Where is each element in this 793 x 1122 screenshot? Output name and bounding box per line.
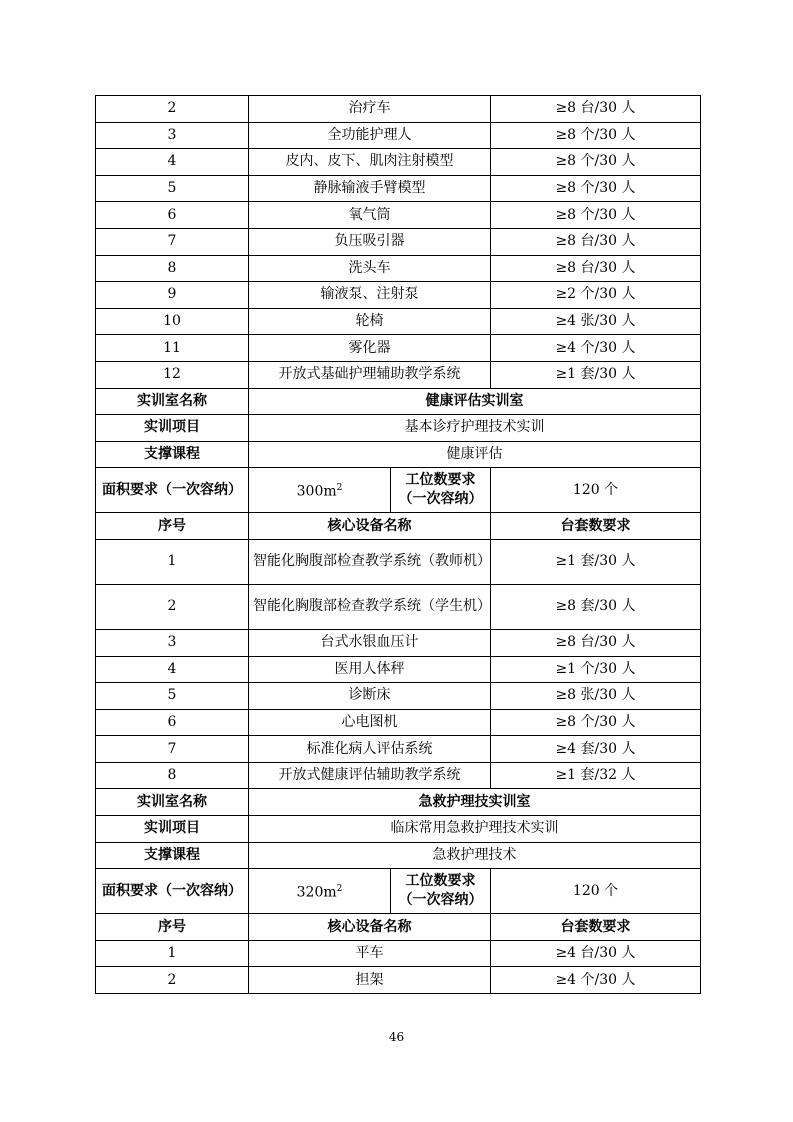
device-name-cell: 负压吸引器 [249,228,491,255]
seq-header: 序号 [96,914,249,941]
equipment-table [95,95,701,994]
area-row [96,869,701,914]
device-header-row [96,914,701,941]
quantity-cell: ≥2 个/30 人 [491,282,701,309]
device-name-cell: 雾化器 [249,335,491,362]
table-row [96,361,701,388]
device-name-cell: 氧气筒 [249,202,491,229]
device-header-row [96,513,701,540]
device-name-cell: 心电图机 [249,709,491,736]
area-label: 面积要求（一次容纳） [96,468,249,513]
quantity-cell: ≥1 套/30 人 [491,539,701,584]
quantity-cell: ≥8 台/30 人 [491,228,701,255]
room-name-row [96,388,701,415]
area-unit-superscript: 2 [336,482,343,493]
table-row [96,967,701,994]
seq-cell: 6 [96,709,249,736]
seq-cell: 1 [96,940,249,967]
area-label: 面积要求（一次容纳） [96,869,249,914]
area-value [249,468,391,513]
page-number: 46 [388,1030,405,1044]
quantity-cell: ≥8 个/30 人 [491,202,701,229]
project-row [96,816,701,843]
area-value-text: 320m [296,884,337,901]
table-row [96,762,701,789]
course-row [96,842,701,869]
quantity-cell: ≥8 个/30 人 [491,709,701,736]
quantity-header: 台套数要求 [491,513,701,540]
area-unit-superscript: 2 [336,883,343,894]
seq-cell: 7 [96,228,249,255]
quantity-cell: ≥8 个/30 人 [491,149,701,176]
quantity-cell: ≥4 套/30 人 [491,736,701,763]
seq-cell: 4 [96,149,249,176]
seq-cell: 5 [96,175,249,202]
table-row [96,335,701,362]
quantity-cell: ≥8 台/30 人 [491,96,701,123]
table-row [96,282,701,309]
table-row [96,149,701,176]
area-value-text: 300m [296,483,337,500]
project-value: 临床常用急救护理技术实训 [249,816,701,843]
device-name-cell: 轮椅 [249,308,491,335]
project-label: 实训项目 [96,415,249,442]
device-name-cell: 静脉输液手臂模型 [249,175,491,202]
table-row [96,709,701,736]
quantity-cell: ≥1 套/30 人 [491,361,701,388]
quantity-cell: ≥1 个/30 人 [491,656,701,683]
seq-cell: 12 [96,361,249,388]
course-value: 健康评估 [249,441,701,468]
project-row [96,415,701,442]
seq-cell: 2 [96,584,249,629]
device-header: 核心设备名称 [249,914,491,941]
table-row [96,736,701,763]
device-name-cell: 输液泵、注射泵 [249,282,491,309]
device-name-cell: 全功能护理人 [249,122,491,149]
quantity-cell: ≥4 张/30 人 [491,308,701,335]
project-label: 实训项目 [96,816,249,843]
room-name-label: 实训室名称 [96,789,249,816]
seq-header: 序号 [96,513,249,540]
quantity-cell: ≥8 个/30 人 [491,122,701,149]
quantity-cell: ≥1 套/32 人 [491,762,701,789]
device-name-cell: 诊断床 [249,683,491,710]
table-row [96,940,701,967]
quantity-cell: ≥4 个/30 人 [491,967,701,994]
table-row [96,122,701,149]
device-name-cell: 担架 [249,967,491,994]
table-row [96,228,701,255]
quantity-header: 台套数要求 [491,914,701,941]
seq-cell: 2 [96,96,249,123]
room-name-label: 实训室名称 [96,388,249,415]
device-name-cell: 洗头车 [249,255,491,282]
seq-cell: 3 [96,122,249,149]
room-name-row [96,789,701,816]
quantity-cell: ≥8 台/30 人 [491,629,701,656]
quantity-cell: ≥4 个/30 人 [491,335,701,362]
table-row [96,683,701,710]
device-name-cell: 平车 [249,940,491,967]
table-row [96,629,701,656]
device-name-cell: 治疗车 [249,96,491,123]
area-value [249,869,391,914]
stations-value: 120 个 [491,468,701,513]
seq-cell: 11 [96,335,249,362]
stations-value: 120 个 [491,869,701,914]
seq-cell: 10 [96,308,249,335]
device-name-cell: 智能化胸腹部检查教学系统（学生机） [249,584,491,629]
table-row [96,656,701,683]
seq-cell: 8 [96,255,249,282]
seq-cell: 5 [96,683,249,710]
table-row [96,202,701,229]
seq-cell: 6 [96,202,249,229]
table-row [96,308,701,335]
seq-cell: 7 [96,736,249,763]
device-header: 核心设备名称 [249,513,491,540]
project-value: 基本诊疗护理技术实训 [249,415,701,442]
seq-cell: 8 [96,762,249,789]
stations-label: 工位数要求（一次容纳） [391,468,491,513]
course-value: 急救护理技术 [249,842,701,869]
seq-cell: 2 [96,967,249,994]
seq-cell: 9 [96,282,249,309]
table-row [96,175,701,202]
seq-cell: 4 [96,656,249,683]
device-name-cell: 开放式健康评估辅助教学系统 [249,762,491,789]
table-row [96,539,701,584]
quantity-cell: ≥8 台/30 人 [491,255,701,282]
device-name-cell: 皮内、皮下、肌肉注射模型 [249,149,491,176]
course-row [96,441,701,468]
table-row [96,96,701,123]
table-row [96,255,701,282]
seq-cell: 3 [96,629,249,656]
device-name-cell: 医用人体秤 [249,656,491,683]
table-row [96,584,701,629]
quantity-cell: ≥8 张/30 人 [491,683,701,710]
stations-label: 工位数要求（一次容纳） [391,869,491,914]
course-label: 支撑课程 [96,441,249,468]
area-row [96,468,701,513]
device-name-cell: 标准化病人评估系统 [249,736,491,763]
seq-cell: 1 [96,539,249,584]
room-name-value: 健康评估实训室 [249,388,701,415]
room-name-value: 急救护理技实训室 [249,789,701,816]
equipment-table-body [96,96,701,994]
device-name-cell: 开放式基础护理辅助教学系统 [249,361,491,388]
quantity-cell: ≥8 个/30 人 [491,175,701,202]
device-name-cell: 智能化胸腹部检查教学系统（教师机） [249,539,491,584]
device-name-cell: 台式水银血压计 [249,629,491,656]
course-label: 支撑课程 [96,842,249,869]
quantity-cell: ≥8 套/30 人 [491,584,701,629]
quantity-cell: ≥4 台/30 人 [491,940,701,967]
